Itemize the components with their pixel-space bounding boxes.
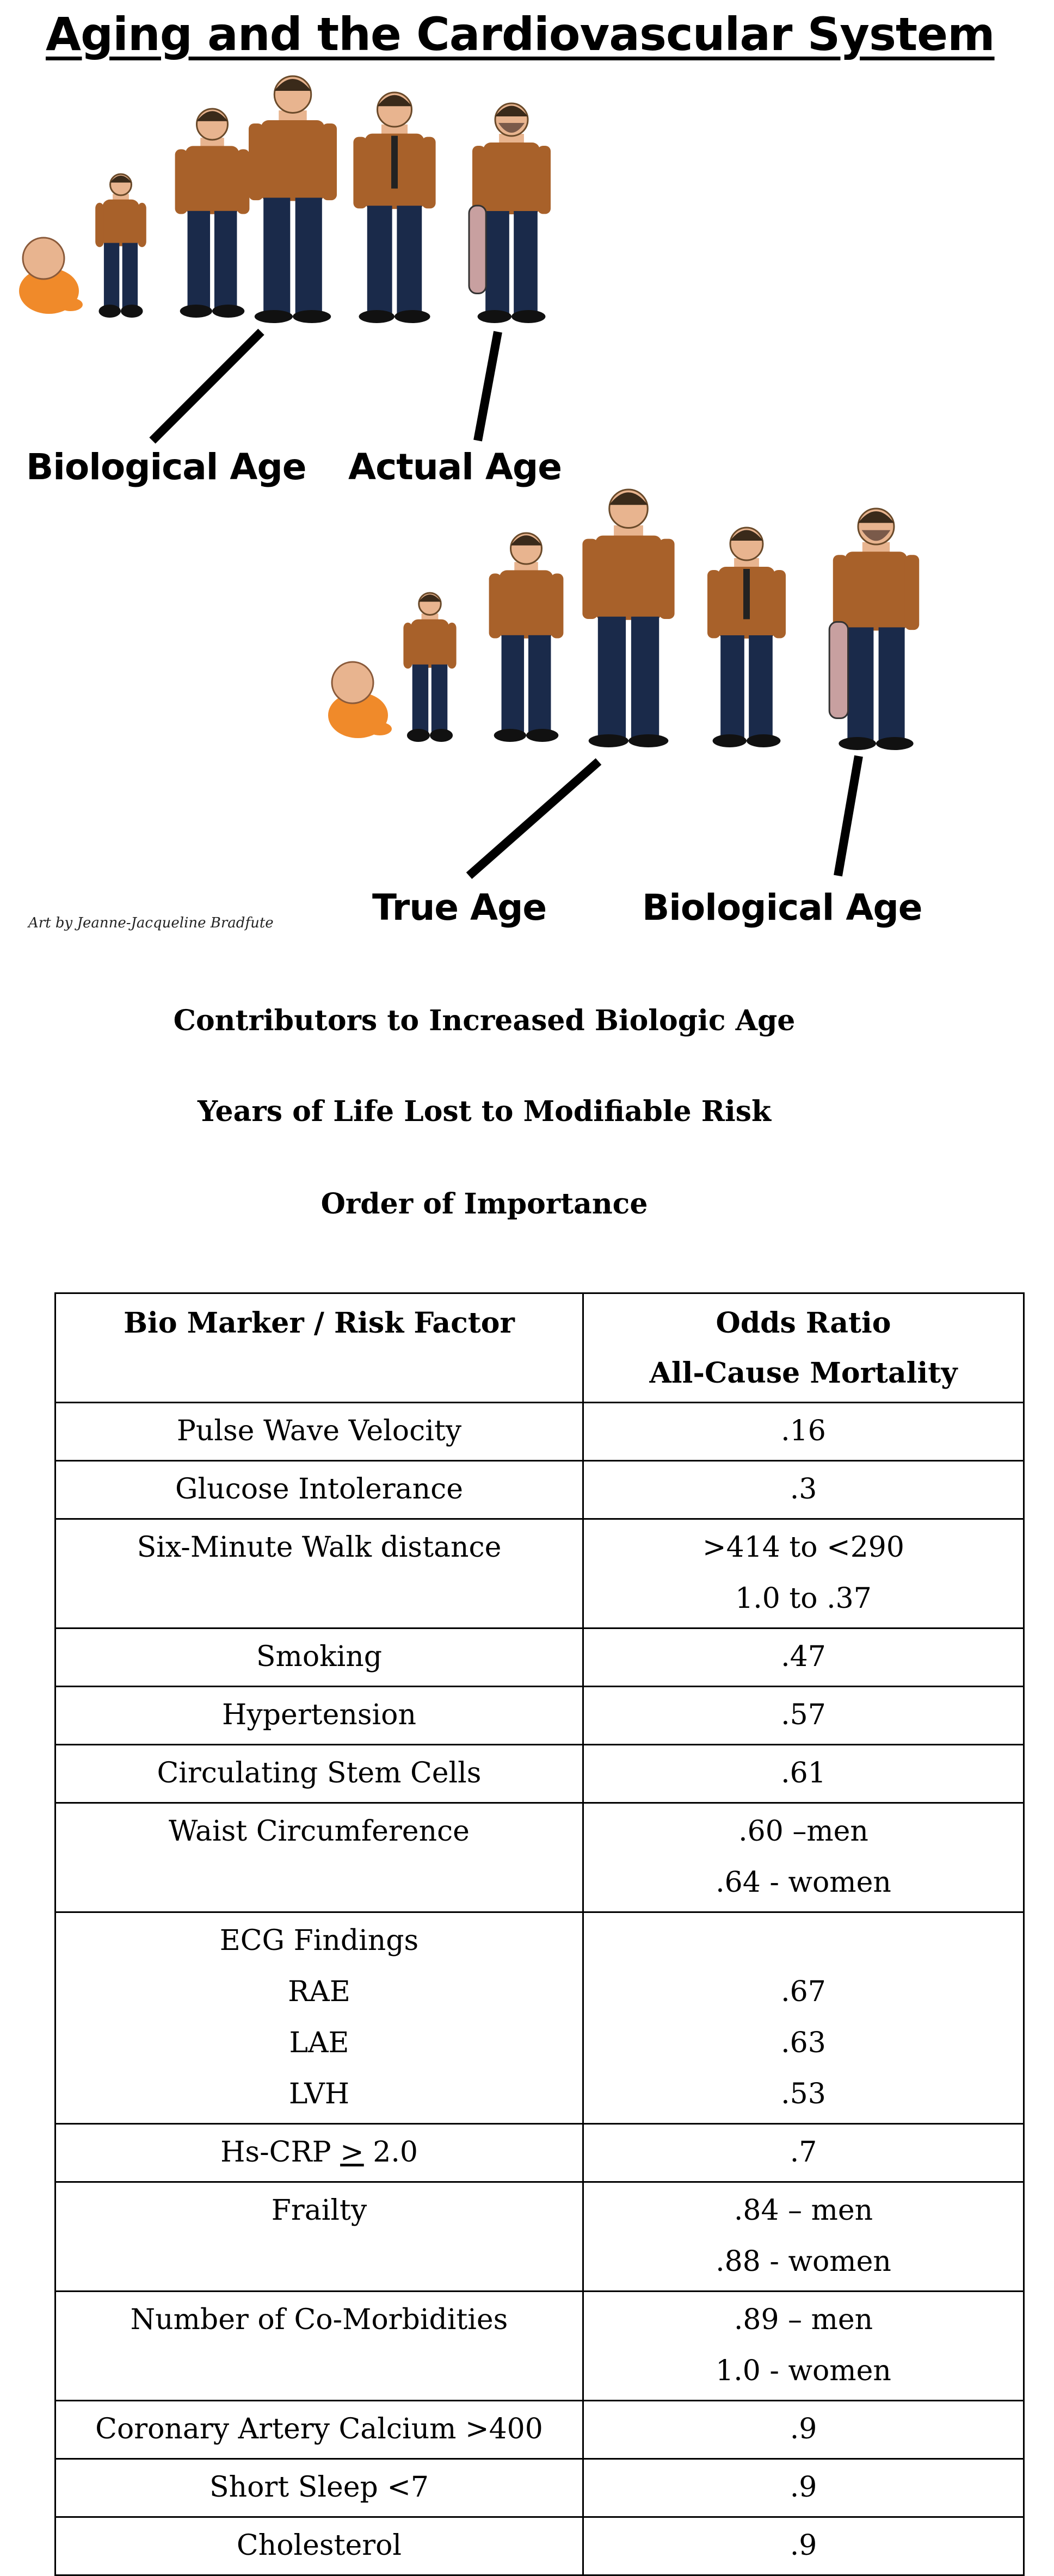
risk-factor-table [54,1292,1025,2576]
odds-ratio-cell [583,1403,1024,1461]
risk-factor-cell [56,2459,583,2517]
risk-factor-cell [56,2182,583,2292]
risk-factor-label: Cholesterol [236,2529,402,2562]
person-figure [582,490,674,747]
odds-ratio-value: .47 [781,1640,826,1673]
odds-ratio-value: .53 [781,2078,826,2110]
actual-age-label: Actual Age [348,446,562,488]
risk-factor-label: Short Sleep <7 [209,2471,429,2504]
table-header-row [56,1293,1024,1403]
risk-factor-label: Coronary Artery Calcium >400 [95,2413,543,2445]
odds-ratio-value: >414 to <290 [702,1531,904,1564]
odds-ratio-value: 1.0 to .37 [735,1582,872,1615]
risk-factor-cell [56,2292,583,2401]
odds-ratio-cell [583,2517,1024,2575]
risk-factor-label: Number of Co-Morbidities [130,2303,508,2336]
person-figure [175,109,250,318]
table-row [56,1687,1024,1745]
person-figure [707,528,786,747]
pointer-line [152,332,261,441]
odds-ratio-cell [583,1519,1024,1628]
odds-ratio-value: .9 [790,2471,817,2504]
person-figure [469,103,551,323]
odds-ratio-value: .67 [781,1976,826,2008]
odds-ratio-value: .61 [781,1757,826,1789]
risk-factor-text: Hs-CRP [220,2136,341,2169]
odds-ratio-cell [583,2124,1024,2182]
odds-ratio-value: .64 - women [716,1866,891,1899]
odds-ratio-cell [583,2182,1024,2292]
odds-ratio-value: .57 [781,1699,826,1731]
odds-ratio-value: .3 [790,1473,817,1506]
aging-illustration-top [0,60,1054,473]
table-row [56,1519,1024,1628]
risk-factor-cell [56,1745,583,1803]
aging-illustration-bottom [0,451,1054,887]
odds-ratio-value [588,1915,1019,1966]
header-risk-factor: Bio Marker / Risk Factor [56,1293,583,1403]
odds-ratio-cell [583,1803,1024,1912]
table-row [56,2459,1024,2517]
pointer-line [478,332,498,441]
page-title: Aging and the Cardiovascular System [46,8,995,61]
table-row [56,1403,1024,1461]
risk-factor-label: Circulating Stem Cells [157,1757,482,1789]
risk-factor-label: Frailty [271,2194,367,2227]
risk-factor-text: 2.0 [363,2136,418,2169]
table-row [56,2124,1024,2182]
person-figure [829,509,919,750]
pointer-line [838,756,859,876]
risk-factor-cell [56,2401,583,2459]
table-row [56,2401,1024,2459]
odds-ratio-cell [583,2401,1024,2459]
table-row [56,1461,1024,1519]
table-row [56,1912,1024,2124]
odds-ratio-cell [583,2459,1024,2517]
odds-ratio-cell [583,1628,1024,1687]
odds-ratio-value: .84 – men [734,2194,873,2227]
table-row [56,1628,1024,1687]
risk-factor-cell [56,1461,583,1519]
person-figure [353,92,435,323]
risk-factor-label: Waist Circumference [169,1815,470,1848]
risk-factor-label: Six-Minute Walk distance [137,1531,502,1564]
person-figure [403,593,456,742]
risk-factor-cell [56,1687,583,1745]
person-figure [249,76,337,323]
risk-factor-cell [56,2124,583,2182]
odds-ratio-value: .89 – men [734,2303,873,2336]
table-row [56,2292,1024,2401]
risk-factor-label: RAE [288,1976,350,2008]
odds-ratio-cell [583,1745,1024,1803]
person-figure [19,238,83,314]
risk-factor-label: Glucose Intolerance [175,1473,463,1506]
odds-ratio-value: .9 [790,2529,817,2562]
odds-ratio-cell [583,1687,1024,1745]
risk-factor-label: Hypertension [222,1699,416,1731]
person-figure [328,662,392,738]
risk-factor-cell [56,1519,583,1628]
odds-ratio-cell [583,1912,1024,2124]
heading-years-lost: Years of Life Lost to Modifiable Risk [197,1095,772,1128]
table-row [56,1745,1024,1803]
true-age-label: True Age [372,887,547,928]
risk-factor-cell [56,1628,583,1687]
biological-age-label-top: Biological Age [26,446,306,488]
person-figure [95,174,146,318]
risk-factor-cell [56,2517,583,2575]
table-row [56,1803,1024,1912]
risk-factor-label: LAE [289,2027,349,2059]
risk-factor-cell [56,1403,583,1461]
risk-factor-text: > [340,2136,364,2169]
header-odds-ratio: Odds Ratio All-Cause Mortality [583,1293,1024,1403]
risk-factor-label: Smoking [256,1640,383,1673]
pointer-line [469,761,599,876]
odds-ratio-value: .7 [790,2136,817,2169]
biological-age-label-bottom: Biological Age [642,887,922,928]
odds-ratio-value: .63 [781,2027,826,2059]
heading-order: Order of Importance [320,1187,648,1221]
table-row [56,2182,1024,2292]
risk-factor-label: ECG Findings [219,1924,419,1957]
odds-ratio-value: .60 –men [738,1815,868,1848]
risk-factor-label: LVH [288,2078,350,2110]
risk-factor-cell [56,1912,583,2124]
odds-ratio-value: .9 [790,2413,817,2445]
odds-ratio-value: .16 [781,1415,826,1447]
person-figure [489,533,564,742]
risk-factor-label: Pulse Wave Velocity [176,1415,462,1447]
odds-ratio-cell [583,1461,1024,1519]
risk-factor-label [60,2127,578,2178]
table-row [56,2517,1024,2575]
heading-contributors: Contributors to Increased Biologic Age [173,1004,796,1037]
odds-ratio-value: .88 - women [716,2245,891,2278]
risk-factor-cell [56,1803,583,1912]
odds-ratio-cell [583,2292,1024,2401]
art-credit: Art by Jeanne-Jacqueline Bradfute [28,915,274,931]
odds-ratio-value: 1.0 - women [716,2355,891,2387]
